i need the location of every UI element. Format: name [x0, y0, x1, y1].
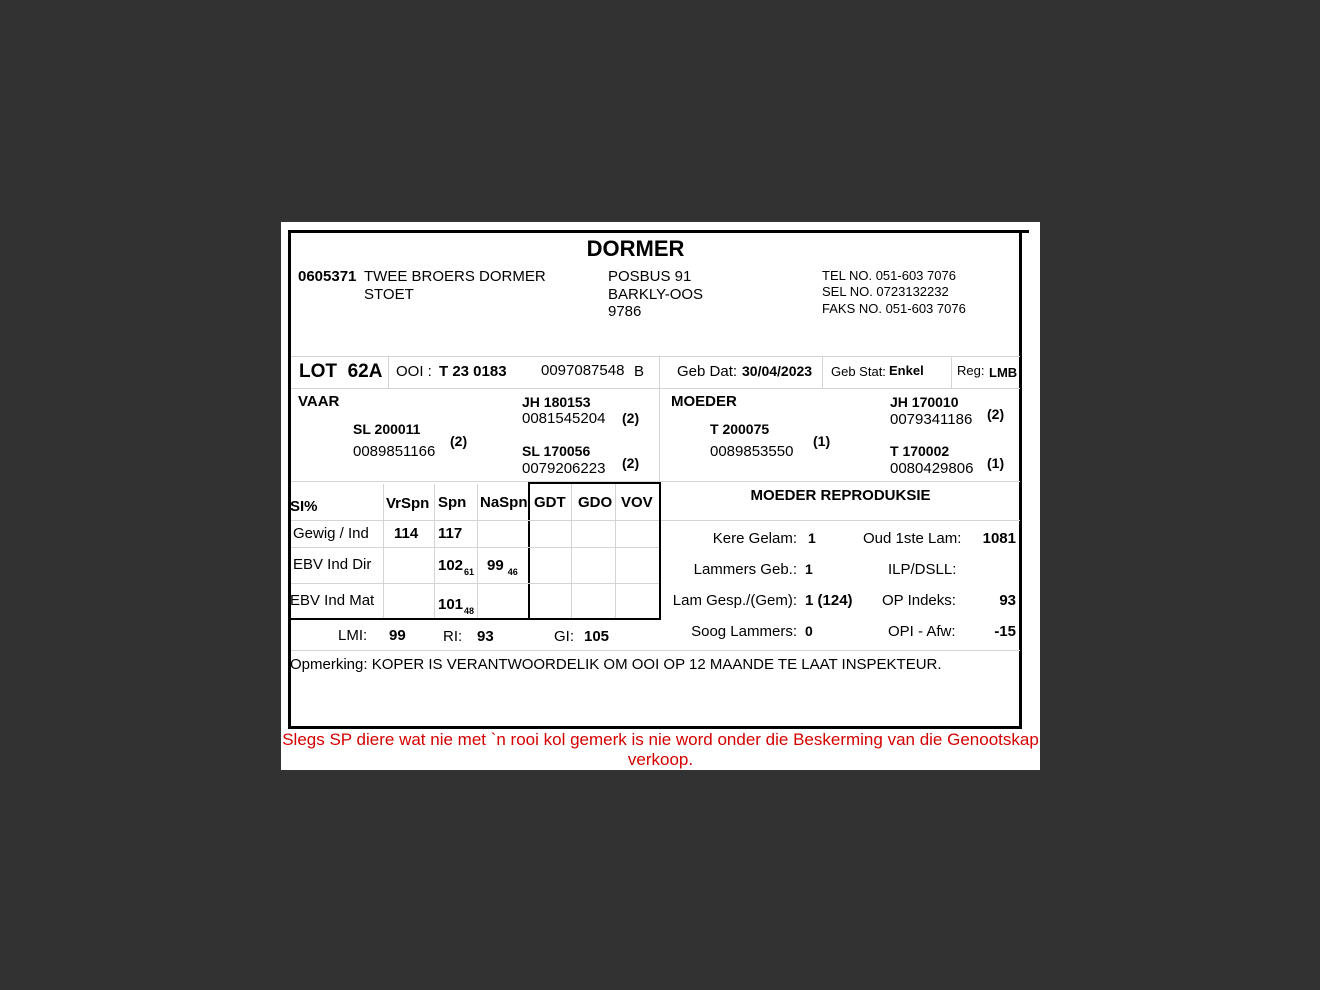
row-gewig-vrspn: 114 [394, 525, 419, 542]
vaar-count: (2) [450, 433, 468, 449]
lot-row-bottom-line [291, 388, 1020, 389]
moeder-sire-count: (2) [987, 406, 1005, 422]
reproduction-title: MOEDER REPRODUKSIE [750, 487, 931, 504]
row-ebv-dir-spn-accuracy: 61 [464, 567, 475, 577]
ri-label: RI: [443, 628, 463, 645]
lmi-value: 99 [389, 627, 406, 644]
vaar-code: SL 200011 [353, 421, 421, 437]
col-naspn: NaSpn [480, 494, 528, 511]
moeder-dam-code: T 170002 [890, 443, 950, 459]
footer-note: Slegs SP diere wat nie met `n rooi kol gemerk is nie word onder die Beskerming van die Genootskap verkoop. [282, 730, 1039, 769]
geb-stat-label: Geb Stat: [831, 364, 886, 379]
opi-afw-value: -15 [994, 623, 1016, 640]
row-ebv-mat-spn: 101 [438, 596, 464, 613]
id-number: 0097087548 [541, 362, 625, 379]
row-gewig-label: Gewig / Ind [293, 525, 369, 542]
col-spn: Spn [438, 494, 467, 511]
vaar-label: VAAR [298, 393, 340, 410]
col-gdt: GDT [534, 494, 566, 511]
soog-lammers-label: Soog Lammers: [691, 623, 797, 640]
geb-stat-value: Enkel [889, 363, 924, 378]
moeder-dam-count: (1) [987, 455, 1005, 471]
moeder-sire-code: JH 170010 [890, 394, 959, 410]
row-ebv-mat-spn-accuracy: 48 [464, 606, 475, 616]
address-line1: POSBUS 91 [608, 268, 692, 285]
vaar-sire-number: 0081545204 [522, 410, 606, 427]
id-suffix: B [634, 363, 645, 380]
vaar-sire-count: (2) [622, 410, 640, 426]
lot-card [281, 222, 1040, 770]
lot-number: 62A [347, 361, 383, 382]
lmi-label: LMI: [338, 627, 368, 644]
soog-lammers-value: 0 [805, 623, 813, 639]
op-indeks-value: 93 [999, 592, 1016, 609]
vaar-dam-count: (2) [622, 455, 640, 471]
moeder-label: MOEDER [671, 393, 737, 410]
moeder-code: T 200075 [710, 421, 770, 437]
lammers-geb-label: Lammers Geb.: [693, 561, 797, 578]
oud-1ste-lam-label: Oud 1ste Lam: [863, 530, 962, 547]
vaar-number: 0089851166 [353, 443, 436, 460]
moeder-sire-number: 0079341186 [890, 411, 973, 428]
tel-number: TEL NO. 051-603 7076 [822, 268, 956, 283]
si-label: SI% [290, 498, 318, 515]
kere-gelam-value: 1 [808, 530, 816, 546]
ooi-value: T 23 0183 [439, 363, 507, 380]
row-ebv-dir-spn: 102 [438, 557, 464, 574]
remark-text: KOPER IS VERANTWOORDELIK OM OOI OP 12 MAANDE TE LAAT INSPEKTEUR. [371, 656, 942, 673]
vaar-dam-number: 0079206223 [522, 460, 606, 477]
moeder-dam-number: 0080429806 [890, 460, 974, 477]
breeder-number: 0605371 [298, 268, 357, 285]
lot-label: LOT [299, 361, 337, 382]
lammers-geb-value: 1 [805, 561, 813, 577]
row-ebv-dir-label: EBV Ind Dir [293, 556, 372, 573]
gi-label: GI: [554, 628, 575, 645]
moeder-count: (1) [813, 433, 831, 449]
gi-value: 105 [584, 628, 610, 645]
pedigree-divider [659, 388, 660, 482]
opi-afw-label: OPI - Afw: [888, 623, 956, 640]
row-gewig-spn: 117 [438, 525, 463, 542]
ri-value: 93 [477, 628, 494, 645]
frame-top [288, 230, 1029, 233]
row-ebv-mat-label: EBV Ind Mat [290, 592, 375, 609]
remark [290, 656, 942, 673]
row-ebv-dir-naspn-accuracy: 46 [507, 567, 518, 577]
kere-gelam-label: Kere Gelam: [712, 530, 797, 547]
vaar-dam-code: SL 170056 [522, 443, 591, 459]
faks-number: FAKS NO. 051-603 7076 [822, 301, 966, 316]
lot-row-top-line [291, 356, 1020, 357]
address-line3: 9786 [608, 303, 642, 320]
remark-label: Opmerking: [290, 656, 368, 673]
op-indeks-label: OP Indeks: [882, 592, 956, 609]
frame-right [1019, 230, 1022, 728]
row-ebv-dir-naspn: 99 [487, 557, 504, 574]
oud-1ste-lam-value: 1081 [982, 530, 1016, 547]
moeder-number: 0089853550 [710, 443, 794, 460]
breed-title: DORMER [586, 236, 685, 261]
vaar-sire-code: JH 180153 [522, 394, 591, 410]
geb-dat-value: 30/04/2023 [742, 363, 813, 379]
lam-gesp-value: 1 (124) [805, 592, 853, 609]
geb-dat-label: Geb Dat: [677, 363, 738, 380]
ilp-dsll-label: ILP/DSLL: [888, 561, 957, 578]
ooi-label: OOI : [396, 363, 432, 380]
col-vov: VOV [621, 494, 653, 511]
frame-bottom [288, 726, 1022, 729]
lam-gesp-label: Lam Gesp./(Gem): [672, 592, 797, 609]
col-gdo: GDO [578, 494, 613, 511]
reg-label: Reg: [957, 363, 985, 378]
frame-left [288, 230, 291, 728]
sel-number: SEL NO. 0723132232 [822, 284, 949, 299]
address-line2: BARKLY-OOS [608, 286, 704, 303]
col-vrspn: VrSpn [386, 495, 430, 512]
breeder-name-line1: TWEE BROERS DORMER [364, 268, 546, 285]
reg-value: LMB [989, 365, 1018, 380]
breeder-name-line2: STOET [364, 286, 414, 303]
